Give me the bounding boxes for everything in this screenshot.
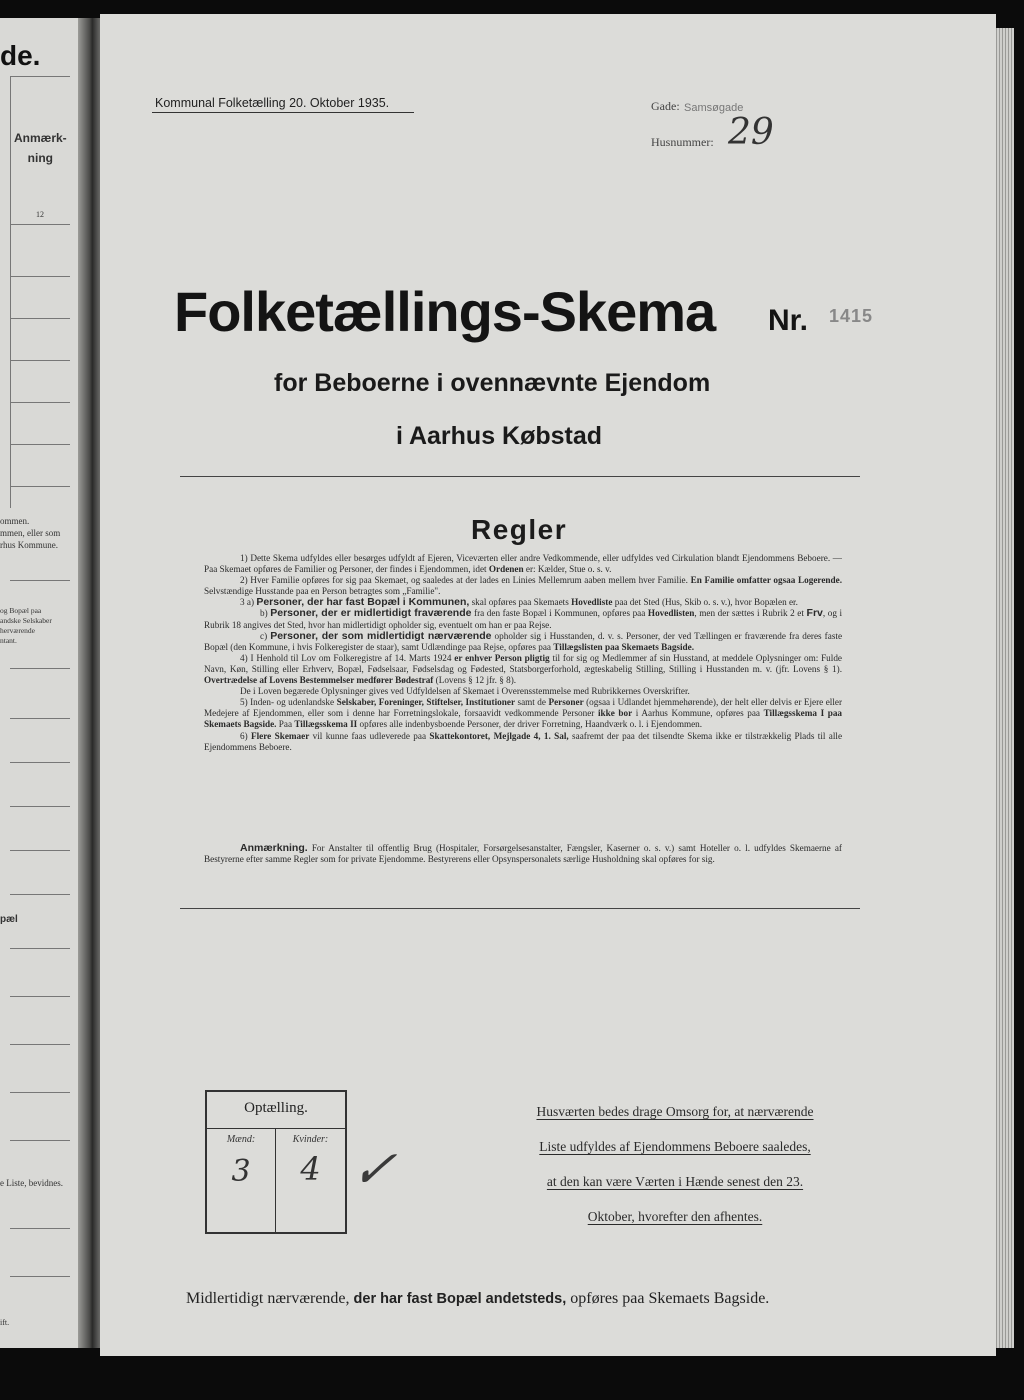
left-page-fragment-text: rhus Kommune.	[0, 540, 58, 550]
rules-heading: Regler	[471, 514, 568, 545]
rule-3a: 3 a) Personer, der har fast Bopæl i Kommunen, skal opføres paa Skemaets Hovedliste paa det Sted (Hus, Skib o. s. v.), hvor Bopælen er.	[240, 596, 798, 609]
notice-line: at den kan være Værten i Hænde senest den 23.	[546, 1174, 804, 1189]
left-page-fragment-text: pæl	[0, 914, 18, 925]
rules-text	[204, 553, 842, 753]
page-edges	[994, 28, 1014, 1348]
left-page-column-number: 12	[36, 210, 44, 219]
notice-line: Oktober, hvorefter den afhentes.	[587, 1209, 763, 1224]
form-number-value: 1415	[829, 306, 874, 326]
men-label: Mænd:	[226, 1134, 256, 1145]
rule-4b: De i Loven begærede Oplysninger gives ved Udfyldelsen af Skemaet i Overensstemmelse med Rubrikkernes Overskrifter.	[240, 686, 690, 697]
left-page-fragment-text: ommen.	[0, 516, 30, 526]
street-label: Gade:	[651, 99, 680, 113]
notice-line: Husværten bedes drage Omsorg for, at nærværende	[536, 1104, 814, 1119]
left-page-title-fragment: de.	[0, 40, 41, 71]
house-number-value: 29	[728, 112, 774, 153]
form-title: Folketællings-Skema	[174, 280, 716, 343]
left-page-fragment-text: og Bopæl paa	[0, 606, 42, 615]
women-label: Kvinder:	[292, 1134, 329, 1145]
rule-4: 4) I Henhold til Lov om Folkeregistre af 14. Marts 1924 er enhver Person pligtig til for sig og Medlemmer af sin Husstand, at meddele Oplysninger om: Fulde Navn, Køn, Stilling eller Erhverv, Bopæl, Fødselsaar, Fødselsdag og Fødested, Statsborgerforhold, ægteskabelig Stilling, Stilling i Husstanden m. v. (jfr. Lovens § 1). Overtrædelse af Lovens Bestemmelser medfører Bødestraf (Lovens § 12 jfr. § 8).	[204, 652, 843, 686]
checkmark-icon: ✓	[347, 1140, 400, 1200]
remark-label: Anmærkning.	[240, 842, 308, 854]
rule-3c: c) Personer, der som midlertidigt nærværende opholder sig i Husstanden, d. v. s. Personer, der ved Tællingen er fraværende fra deres faste Bopæl (den Kommune, i hvis Folkeregister de staar), samt Udlændinge paa Rejse, opføres paa Tillægslisten paa Skemaets Bagside.	[204, 629, 843, 652]
left-page-fragment	[0, 18, 84, 1348]
men-count: 3	[231, 1154, 251, 1189]
house-number-label: Husnummer:	[651, 135, 714, 149]
remark-text: For Anstalter til offentlig Brug (Hospitaler, Forsørgelsesanstalter, Fængsler, Kaserner o. s. v.) samt Hoteller o. l. udfyldes Skemaerne af Bestyrerne efter samme Regler som for private Ejendomme. Bestyrerens eller Opsynspersonalets særlige Husholdning skal opføres for sig.	[204, 843, 842, 865]
form-number-label: Nr.	[768, 304, 809, 337]
rule-5: 5) Inden- og udenlandske Selskaber, Foreninger, Stiftelser, Institutioner samt de Personer (ogsaa i Udlandet hjemmehørende), der helt eller delvis er Ejere eller Medejere af Ejendommen, eller som i denne har Forretningslokale, forsaavidt vedkommende Personer ikke bor i Aarhus Kommune, opføres paa Tillægsskema I paa Skemaets Bagside. Paa Tillægsskema II opføres alle indenbysboende Personer, der driver Forretning, Haandværk o. l. i Ejendommen.	[204, 697, 843, 730]
rule-1: 1) Dette Skema udfyldes eller besørges udfyldt af Ejeren, Viceværten eller andre Vedkommende, eller udfyldes ved Cirkulation blandt Ejendommens Beboere. — Paa Skemaet opføres de Familier og Personer, der findes i Ejendommen, idet Ordenen er: Kælder, Stue o. s. v.	[204, 553, 842, 575]
left-page-fragment-text: mmen, eller som	[0, 528, 61, 538]
left-page-fragment-text: herværende	[0, 626, 35, 635]
left-page-fragment-text: ntant.	[0, 636, 17, 645]
rule-6: 6) Flere Skemaer vil kunne faas udleverede paa Skattekontoret, Mejlgade 4, 1. Sal, saafremt der paa det tilsendte Skema ikke er tilstrækkelig Plads til alle Ejendommens Beboere.	[204, 730, 843, 752]
left-page-fragment-text: e Liste, bevidnes.	[0, 1178, 63, 1188]
form-location: i Aarhus Købstad	[396, 422, 603, 450]
notice-line: Liste udfyldes af Ejendommens Beboere saaledes,	[539, 1139, 811, 1154]
rule-2: 2) Hver Familie opføres for sig paa Skemaet, og saaledes at der lades en Linies Mellemrum aaben mellem hver Familie. En Familie omfatter ogsaa Logerende. Selvstændige Husstande paa en Person betragtes som „Familie".	[204, 575, 842, 597]
form-subtitle: for Beboerne i ovennævnte Ejendom	[274, 369, 711, 397]
street-value: Samsøgade	[684, 102, 744, 114]
count-title: Optælling.	[244, 1100, 308, 1116]
landlord-notice	[505, 1094, 845, 1234]
left-page-fragment-text: andske Selskaber	[0, 616, 52, 625]
left-page-column-label: Anmærk- ning	[14, 131, 67, 165]
count-box	[205, 1090, 347, 1234]
left-page-fragment-text: ift.	[0, 1318, 10, 1327]
rule-3b: b) Personer, der er midlertidigt fraværende fra den faste Bopæl i Kommunen, opføres paa Hovedlisten, men der sættes i Rubrik 2 et Frv, og i Rubrik 18 angives det Sted, hvor han midlertidigt opholder sig, eventuelt om han er paa Rejse.	[204, 607, 843, 630]
census-title: Kommunal Folketælling 20. Oktober 1935.	[155, 96, 390, 110]
remark-paragraph	[204, 843, 842, 865]
footer-note: Midlertidigt nærværende, der har fast Bopæl andetsteds, opføres paa Skemaets Bagside.	[186, 1290, 770, 1307]
women-count: 4	[300, 1150, 321, 1188]
